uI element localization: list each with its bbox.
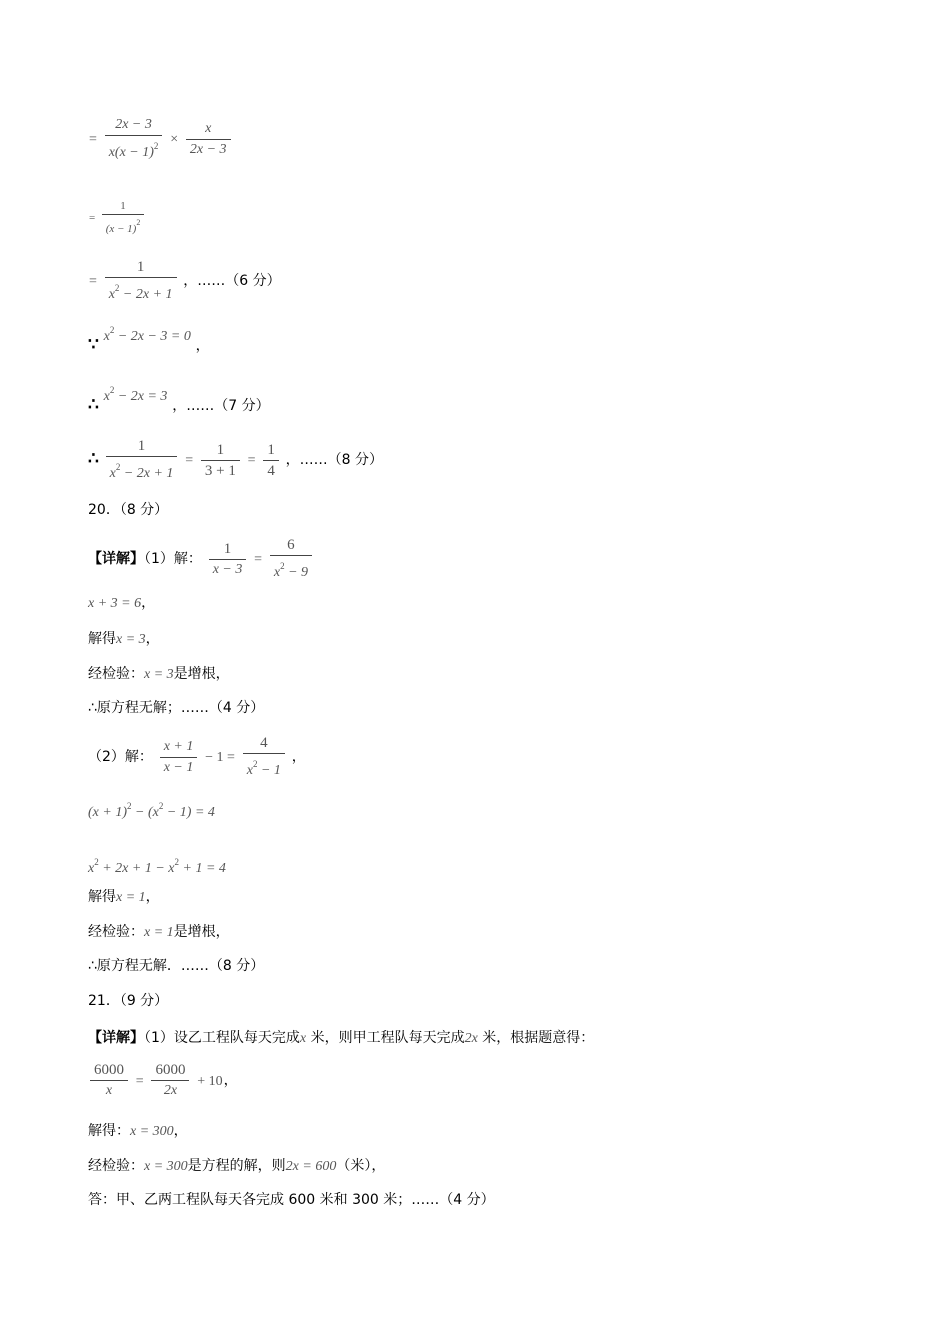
numerator: x bbox=[186, 119, 231, 140]
denominator: 2x − 3 bbox=[189, 141, 227, 157]
question-20-header: 20．（8 分） bbox=[88, 502, 169, 518]
score-note: ，……（6 分） bbox=[183, 273, 281, 289]
q20-line-11: ∴原方程无解．……（8 分） bbox=[88, 958, 265, 974]
because-line: ∵ $x^2 - 2x - 3 = 0$ ， bbox=[88, 325, 210, 355]
q20-part-2: （2）解： $\frac{x + 1}{x - 1}$ − 1 = $\frac{4}{x^2 - 1}$ ， bbox=[88, 733, 306, 781]
score-note: ，……（7 分） bbox=[172, 398, 270, 414]
q20-line-4: 经检验：x = 3是增根， bbox=[88, 666, 230, 682]
denominator: $x^2 - 2x + 1$ bbox=[108, 283, 173, 302]
fraction bbox=[105, 257, 177, 305]
fraction: $\frac{6000}{x}$ bbox=[90, 1060, 128, 1101]
fraction bbox=[102, 198, 145, 237]
fraction: $\frac{1}{x - 3}$ bbox=[209, 539, 247, 580]
numerator: 2x − 3 bbox=[105, 115, 163, 136]
q21-line-3: 解得：x = 300， bbox=[88, 1123, 188, 1139]
q20-line-9: 解得x = 1， bbox=[88, 889, 160, 905]
fraction: $\frac{4}{x^2 - 1}$ bbox=[243, 733, 285, 781]
fraction bbox=[105, 115, 163, 163]
detail-label: 【详解】 bbox=[88, 551, 144, 567]
detail-label: 【详解】 bbox=[88, 1030, 144, 1046]
fraction: $\frac{1}{4}$ bbox=[263, 440, 279, 481]
denominator: $x(x - 1)^2$ bbox=[108, 141, 159, 160]
fraction: $\frac{x + 1}{x - 1}$ bbox=[160, 737, 198, 778]
step-3-expression bbox=[88, 257, 281, 305]
q21-line-4: 经检验：x = 300是方程的解，则2x = 600（米）， bbox=[88, 1158, 386, 1174]
equals-sign: = bbox=[89, 132, 97, 147]
times-sign: × bbox=[170, 132, 179, 147]
q21-part-1: 【详解】（1）设乙工程队每天完成x 米，则甲工程队每天完成2x 米，根据题意得： bbox=[88, 1030, 595, 1046]
numerator: 1 bbox=[102, 198, 145, 215]
fraction bbox=[186, 119, 231, 160]
equation: $x^2 - 2x = 3$ bbox=[103, 385, 168, 404]
fraction: $\frac{1}{x^2 - 2x + 1}$ bbox=[106, 436, 178, 484]
equals-sign: = bbox=[89, 211, 96, 224]
q20-line-8: $x^2 + 2x + 1 - x^2 + 1 = 4$ bbox=[88, 857, 226, 876]
numerator: 1 bbox=[105, 257, 177, 278]
therefore-line-1 bbox=[88, 380, 270, 415]
score-note: ，……（8 分） bbox=[285, 452, 383, 468]
question-21-header: 21．（9 分） bbox=[88, 993, 169, 1009]
q20-part-1: 【详解】（1）解： $\frac{1}{x - 3}$ = $\frac{6}{x^2 - 9}$ bbox=[88, 535, 314, 583]
q20-line-10: 经检验：x = 1是增根， bbox=[88, 924, 230, 940]
therefore-symbol: ∴ bbox=[88, 395, 99, 415]
q20-line-2: x + 3 = 6， bbox=[88, 595, 156, 611]
because-symbol: ∵ bbox=[88, 335, 99, 355]
therefore-line-2: ∴ $\frac{1}{x^2 - 2x + 1}$ = $\frac{1}{3 + 1}$ = $\frac{1}{4}$ ，……（8 分） bbox=[88, 436, 383, 484]
q20-line-7: $(x + 1)^2 - (x^2 - 1) = 4$ bbox=[88, 801, 215, 820]
q21-line-5: 答：甲、乙两工程队每天各完成 600 米和 300 米；……（4 分） bbox=[88, 1192, 495, 1208]
q21-equation: $\frac{6000}{x}$ = $\frac{6000}{2x}$ + 10， bbox=[88, 1060, 238, 1101]
fraction: $\frac{6000}{2x}$ bbox=[151, 1060, 189, 1101]
q20-line-3: 解得x = 3， bbox=[88, 631, 160, 647]
q20-line-5: ∴原方程无解；……（4 分） bbox=[88, 700, 265, 716]
step-2-expression bbox=[88, 198, 146, 237]
fraction: $\frac{1}{3 + 1}$ bbox=[201, 440, 240, 481]
denominator: $(x - 1)^2$ bbox=[105, 218, 141, 235]
equation: $x^2 - 2x - 3 = 0$ bbox=[103, 325, 191, 344]
equals-sign: = bbox=[89, 274, 97, 289]
therefore-symbol: ∴ bbox=[88, 449, 99, 469]
step-1-expression bbox=[88, 115, 233, 163]
fraction: $\frac{6}{x^2 - 9}$ bbox=[270, 535, 312, 583]
